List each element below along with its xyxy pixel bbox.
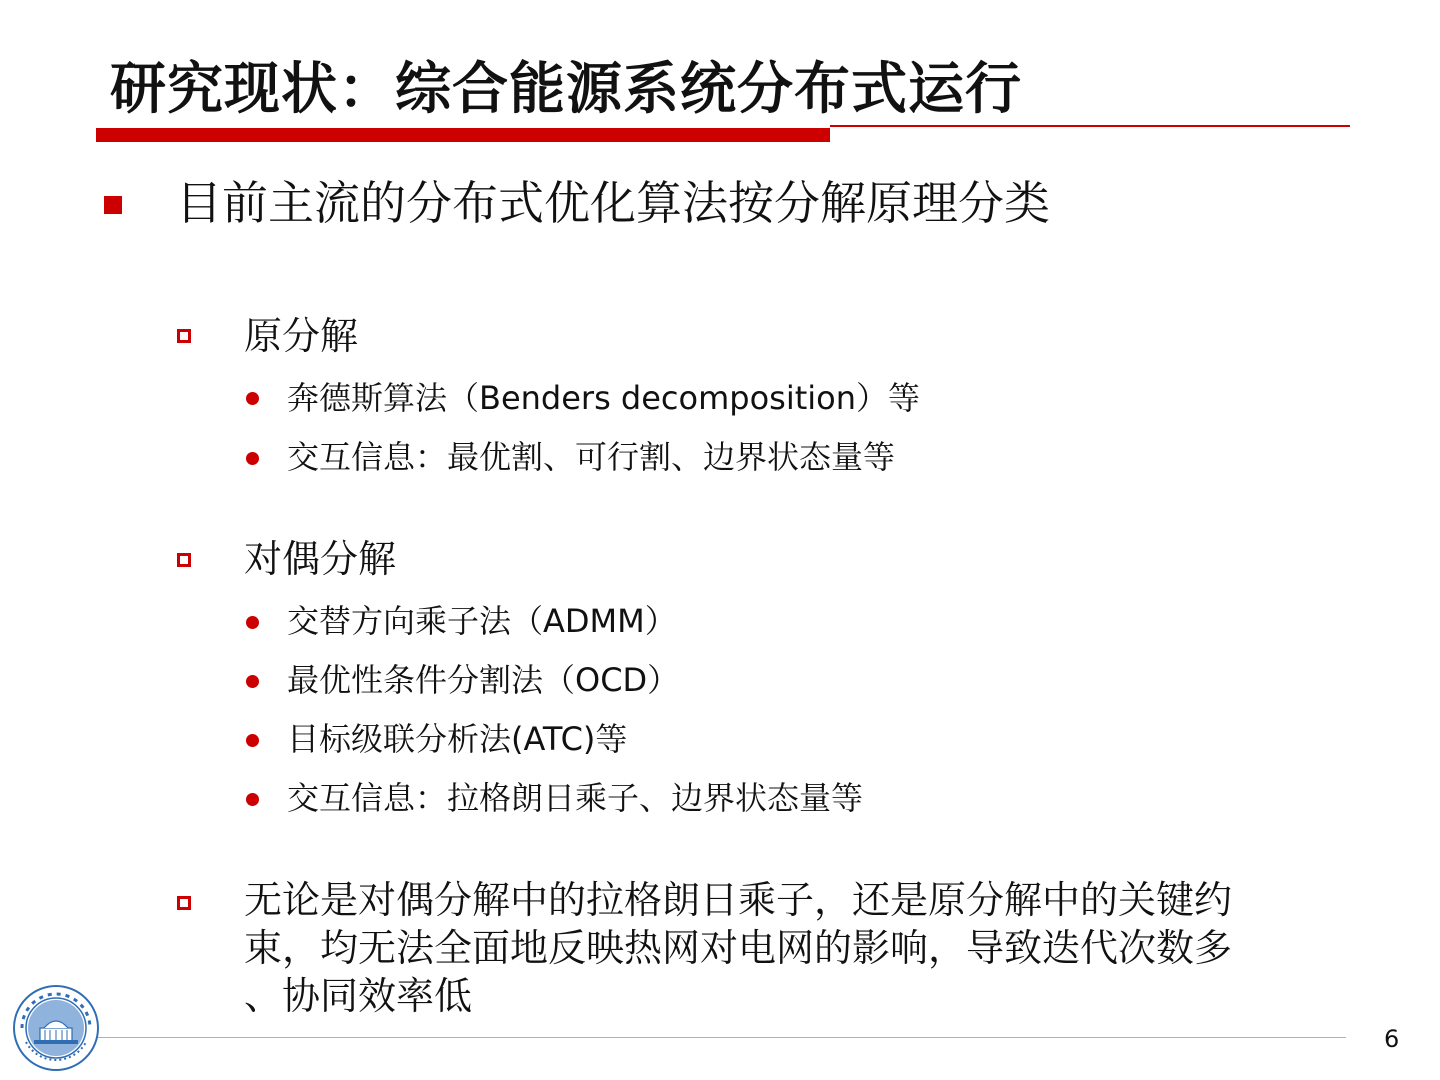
list-item: 目标级联分析法(ATC)等 — [287, 720, 628, 758]
list-item: 奔德斯算法（Benders decomposition）等 — [287, 379, 921, 417]
list-item: 交替方向乘子法（ADMM） — [287, 602, 677, 640]
item-bullet-dot — [246, 392, 259, 405]
item-bullet-dot — [246, 452, 259, 465]
title-underline-thin — [830, 125, 1350, 127]
slide-title: 研究现状：综合能源系统分布式运行 — [110, 57, 1022, 122]
conclusion-line: 无论是对偶分解中的拉格朗日乘子，还是原分解中的关键约 — [244, 878, 1233, 922]
list-item: 交互信息：最优割、可行割、边界状态量等 — [287, 438, 896, 476]
conclusion-line: 、协同效率低 — [244, 974, 473, 1018]
item-bullet-dot — [246, 793, 259, 806]
main-bullet-square — [104, 196, 122, 214]
page-number: 6 — [1384, 1025, 1400, 1053]
section-bullet-hollow-square — [177, 329, 191, 343]
section-heading-dual: 对偶分解 — [244, 537, 397, 581]
footer-divider — [96, 1037, 1346, 1038]
item-bullet-dot — [246, 675, 259, 688]
list-item: 交互信息：拉格朗日乘子、边界状态量等 — [287, 779, 864, 817]
item-bullet-dot — [246, 616, 259, 629]
title-underline-thick — [96, 128, 830, 142]
section-bullet-hollow-square — [177, 896, 191, 910]
main-point: 目前主流的分布式优化算法按分解原理分类 — [176, 176, 1050, 230]
university-seal-icon — [12, 984, 100, 1072]
item-bullet-dot — [246, 734, 259, 747]
conclusion-line: 束，均无法全面地反映热网对电网的影响，导致迭代次数多 — [244, 926, 1233, 970]
conclusion-text — [244, 876, 1344, 1020]
list-item: 最优性条件分割法（OCD） — [287, 661, 680, 699]
section-bullet-hollow-square — [177, 553, 191, 567]
section-heading-primal: 原分解 — [244, 314, 359, 358]
